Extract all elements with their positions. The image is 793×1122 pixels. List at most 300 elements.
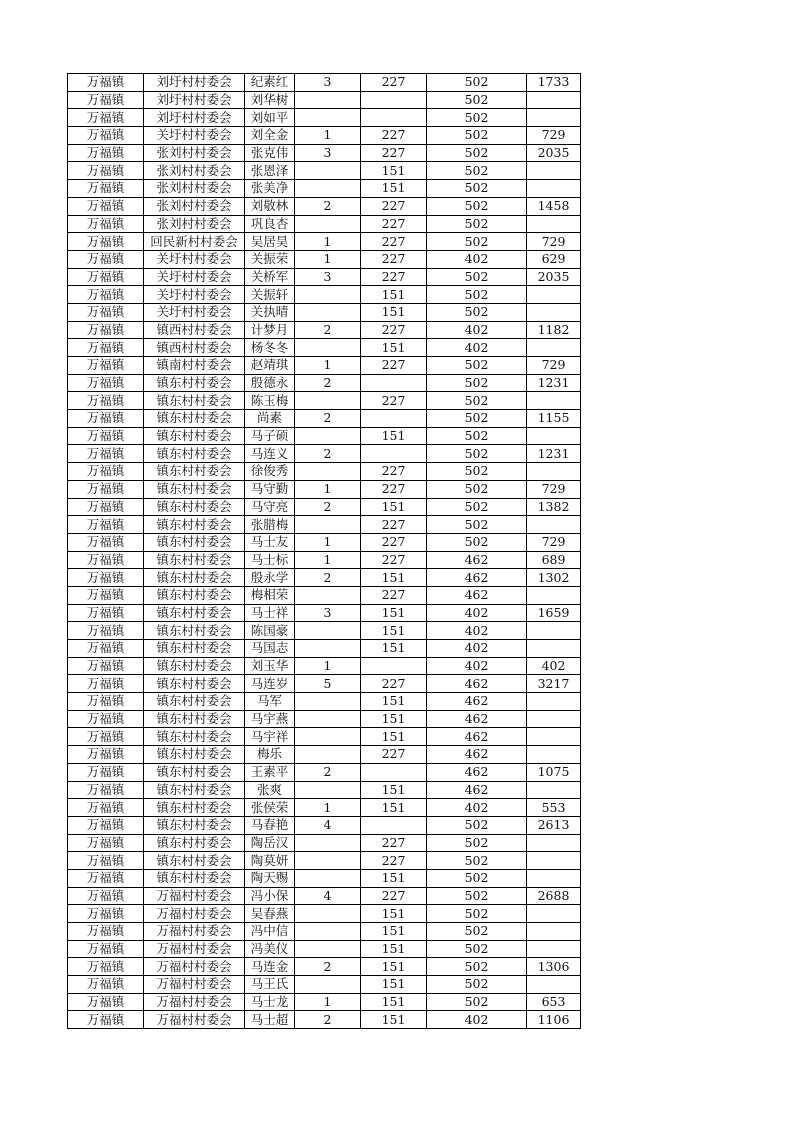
table-row bbox=[68, 551, 581, 569]
town-cell: 万福镇 bbox=[68, 869, 144, 887]
total-cell: 2613 bbox=[527, 816, 581, 834]
count-cell bbox=[295, 940, 361, 958]
total-cell bbox=[527, 463, 581, 481]
count-cell bbox=[295, 869, 361, 887]
amount-a-cell: 151 bbox=[361, 498, 427, 516]
amount-a-cell: 227 bbox=[361, 480, 427, 498]
amount-b-cell: 502 bbox=[427, 905, 527, 923]
amount-b-cell: 502 bbox=[427, 463, 527, 481]
count-cell: 3 bbox=[295, 74, 361, 92]
count-cell: 5 bbox=[295, 675, 361, 693]
name-cell: 马士超 bbox=[245, 1011, 295, 1029]
count-cell: 1 bbox=[295, 799, 361, 817]
total-cell: 1182 bbox=[527, 321, 581, 339]
amount-a-cell bbox=[361, 657, 427, 675]
amount-b-cell: 502 bbox=[427, 923, 527, 941]
total-cell bbox=[527, 392, 581, 410]
table-row bbox=[68, 728, 581, 746]
total-cell: 1458 bbox=[527, 197, 581, 215]
amount-b-cell: 502 bbox=[427, 410, 527, 428]
table-row bbox=[68, 339, 581, 357]
amount-a-cell: 227 bbox=[361, 834, 427, 852]
total-cell: 2035 bbox=[527, 268, 581, 286]
amount-b-cell: 502 bbox=[427, 233, 527, 251]
amount-a-cell: 227 bbox=[361, 746, 427, 764]
total-cell bbox=[527, 905, 581, 923]
count-cell bbox=[295, 693, 361, 711]
village-cell: 关圩村村委会 bbox=[144, 250, 245, 268]
table-row bbox=[68, 657, 581, 675]
name-cell: 张恩泽 bbox=[245, 162, 295, 180]
total-cell bbox=[527, 710, 581, 728]
count-cell bbox=[295, 109, 361, 127]
table-row bbox=[68, 675, 581, 693]
town-cell: 万福镇 bbox=[68, 268, 144, 286]
name-cell: 马春艳 bbox=[245, 816, 295, 834]
village-cell: 万福村村委会 bbox=[144, 958, 245, 976]
amount-a-cell: 227 bbox=[361, 144, 427, 162]
amount-b-cell: 402 bbox=[427, 799, 527, 817]
count-cell: 1 bbox=[295, 657, 361, 675]
amount-a-cell: 151 bbox=[361, 799, 427, 817]
village-cell: 张刘村村委会 bbox=[144, 180, 245, 198]
total-cell bbox=[527, 215, 581, 233]
village-cell: 张刘村村委会 bbox=[144, 197, 245, 215]
amount-b-cell: 502 bbox=[427, 516, 527, 534]
amount-a-cell bbox=[361, 763, 427, 781]
amount-a-cell: 227 bbox=[361, 852, 427, 870]
total-cell bbox=[527, 834, 581, 852]
village-cell: 镇东村村委会 bbox=[144, 799, 245, 817]
amount-a-cell: 227 bbox=[361, 586, 427, 604]
total-cell bbox=[527, 746, 581, 764]
amount-b-cell: 502 bbox=[427, 940, 527, 958]
amount-a-cell: 151 bbox=[361, 604, 427, 622]
village-cell: 镇东村村委会 bbox=[144, 622, 245, 640]
town-cell: 万福镇 bbox=[68, 339, 144, 357]
town-cell: 万福镇 bbox=[68, 710, 144, 728]
name-cell: 刘全金 bbox=[245, 127, 295, 145]
total-cell bbox=[527, 869, 581, 887]
village-cell: 镇东村村委会 bbox=[144, 586, 245, 604]
amount-b-cell: 402 bbox=[427, 640, 527, 658]
name-cell: 马士龙 bbox=[245, 993, 295, 1011]
amount-b-cell: 502 bbox=[427, 533, 527, 551]
name-cell: 马士祥 bbox=[245, 604, 295, 622]
amount-a-cell: 227 bbox=[361, 233, 427, 251]
amount-a-cell: 227 bbox=[361, 127, 427, 145]
amount-b-cell: 502 bbox=[427, 286, 527, 304]
amount-b-cell: 502 bbox=[427, 958, 527, 976]
count-cell bbox=[295, 162, 361, 180]
amount-a-cell: 227 bbox=[361, 463, 427, 481]
village-cell: 张刘村村委会 bbox=[144, 162, 245, 180]
town-cell: 万福镇 bbox=[68, 91, 144, 109]
count-cell bbox=[295, 905, 361, 923]
table-row bbox=[68, 533, 581, 551]
village-cell: 镇东村村委会 bbox=[144, 445, 245, 463]
amount-b-cell: 462 bbox=[427, 693, 527, 711]
name-cell: 梅乐 bbox=[245, 746, 295, 764]
name-cell: 杨冬冬 bbox=[245, 339, 295, 357]
amount-a-cell: 227 bbox=[361, 392, 427, 410]
amount-a-cell: 151 bbox=[361, 569, 427, 587]
table-row bbox=[68, 693, 581, 711]
name-cell: 冯中信 bbox=[245, 923, 295, 941]
amount-a-cell: 151 bbox=[361, 940, 427, 958]
town-cell: 万福镇 bbox=[68, 551, 144, 569]
village-cell: 镇西村村委会 bbox=[144, 321, 245, 339]
amount-b-cell: 402 bbox=[427, 657, 527, 675]
count-cell bbox=[295, 746, 361, 764]
table-row bbox=[68, 392, 581, 410]
town-cell: 万福镇 bbox=[68, 746, 144, 764]
amount-b-cell: 462 bbox=[427, 586, 527, 604]
town-cell: 万福镇 bbox=[68, 693, 144, 711]
amount-a-cell: 227 bbox=[361, 675, 427, 693]
count-cell: 1 bbox=[295, 357, 361, 375]
count-cell bbox=[295, 463, 361, 481]
name-cell: 陶莫妍 bbox=[245, 852, 295, 870]
amount-b-cell: 502 bbox=[427, 162, 527, 180]
count-cell bbox=[295, 976, 361, 994]
count-cell bbox=[295, 392, 361, 410]
name-cell: 刘华树 bbox=[245, 91, 295, 109]
village-cell: 镇东村村委会 bbox=[144, 834, 245, 852]
village-cell: 镇东村村委会 bbox=[144, 516, 245, 534]
name-cell: 徐俊秀 bbox=[245, 463, 295, 481]
name-cell: 马士标 bbox=[245, 551, 295, 569]
village-cell: 镇东村村委会 bbox=[144, 392, 245, 410]
total-cell: 1231 bbox=[527, 445, 581, 463]
name-cell: 马连义 bbox=[245, 445, 295, 463]
amount-a-cell: 227 bbox=[361, 357, 427, 375]
amount-a-cell bbox=[361, 374, 427, 392]
amount-b-cell: 502 bbox=[427, 976, 527, 994]
total-cell: 729 bbox=[527, 480, 581, 498]
amount-a-cell: 151 bbox=[361, 905, 427, 923]
town-cell: 万福镇 bbox=[68, 887, 144, 905]
table-row bbox=[68, 197, 581, 215]
village-cell: 关圩村村委会 bbox=[144, 268, 245, 286]
village-cell: 镇东村村委会 bbox=[144, 604, 245, 622]
name-cell: 张腊梅 bbox=[245, 516, 295, 534]
amount-a-cell: 227 bbox=[361, 74, 427, 92]
village-cell: 镇东村村委会 bbox=[144, 427, 245, 445]
name-cell: 马国志 bbox=[245, 640, 295, 658]
amount-b-cell: 502 bbox=[427, 357, 527, 375]
amount-b-cell: 502 bbox=[427, 268, 527, 286]
table-row bbox=[68, 516, 581, 534]
total-cell: 729 bbox=[527, 233, 581, 251]
name-cell: 马士友 bbox=[245, 533, 295, 551]
amount-a-cell bbox=[361, 410, 427, 428]
amount-a-cell: 151 bbox=[361, 728, 427, 746]
total-cell bbox=[527, 586, 581, 604]
town-cell: 万福镇 bbox=[68, 480, 144, 498]
count-cell: 3 bbox=[295, 144, 361, 162]
total-cell: 2035 bbox=[527, 144, 581, 162]
town-cell: 万福镇 bbox=[68, 533, 144, 551]
count-cell: 1 bbox=[295, 250, 361, 268]
amount-a-cell: 151 bbox=[361, 869, 427, 887]
count-cell: 2 bbox=[295, 197, 361, 215]
village-cell: 关圩村村委会 bbox=[144, 286, 245, 304]
table-row bbox=[68, 746, 581, 764]
amount-b-cell: 502 bbox=[427, 392, 527, 410]
total-cell: 1155 bbox=[527, 410, 581, 428]
name-cell: 王素平 bbox=[245, 763, 295, 781]
count-cell: 1 bbox=[295, 233, 361, 251]
town-cell: 万福镇 bbox=[68, 445, 144, 463]
table-row bbox=[68, 640, 581, 658]
village-cell: 镇东村村委会 bbox=[144, 498, 245, 516]
town-cell: 万福镇 bbox=[68, 286, 144, 304]
count-cell bbox=[295, 640, 361, 658]
name-cell: 张爽 bbox=[245, 781, 295, 799]
village-cell: 镇东村村委会 bbox=[144, 869, 245, 887]
town-cell: 万福镇 bbox=[68, 197, 144, 215]
name-cell: 吴居昊 bbox=[245, 233, 295, 251]
amount-b-cell: 502 bbox=[427, 498, 527, 516]
name-cell: 张美净 bbox=[245, 180, 295, 198]
table-row bbox=[68, 905, 581, 923]
table-row bbox=[68, 127, 581, 145]
amount-b-cell: 502 bbox=[427, 816, 527, 834]
table-body bbox=[68, 74, 581, 1029]
name-cell: 张克伟 bbox=[245, 144, 295, 162]
village-cell: 张刘村村委会 bbox=[144, 215, 245, 233]
town-cell: 万福镇 bbox=[68, 392, 144, 410]
table-row bbox=[68, 109, 581, 127]
name-cell: 马连金 bbox=[245, 958, 295, 976]
village-cell: 镇东村村委会 bbox=[144, 569, 245, 587]
table-row bbox=[68, 374, 581, 392]
village-cell: 镇东村村委会 bbox=[144, 693, 245, 711]
amount-b-cell: 502 bbox=[427, 74, 527, 92]
count-cell: 2 bbox=[295, 410, 361, 428]
name-cell: 陈玉梅 bbox=[245, 392, 295, 410]
amount-a-cell: 151 bbox=[361, 958, 427, 976]
table-row bbox=[68, 321, 581, 339]
amount-b-cell: 502 bbox=[427, 144, 527, 162]
count-cell: 1 bbox=[295, 480, 361, 498]
amount-b-cell: 502 bbox=[427, 427, 527, 445]
name-cell: 马连岁 bbox=[245, 675, 295, 693]
total-cell bbox=[527, 728, 581, 746]
amount-a-cell: 227 bbox=[361, 551, 427, 569]
name-cell: 冯美仪 bbox=[245, 940, 295, 958]
amount-a-cell: 151 bbox=[361, 993, 427, 1011]
amount-a-cell: 227 bbox=[361, 321, 427, 339]
name-cell: 梅相荣 bbox=[245, 586, 295, 604]
count-cell bbox=[295, 215, 361, 233]
village-cell: 镇东村村委会 bbox=[144, 746, 245, 764]
village-cell: 镇东村村委会 bbox=[144, 657, 245, 675]
total-cell bbox=[527, 693, 581, 711]
total-cell bbox=[527, 640, 581, 658]
village-cell: 镇东村村委会 bbox=[144, 675, 245, 693]
total-cell: 1075 bbox=[527, 763, 581, 781]
name-cell: 赵靖琪 bbox=[245, 357, 295, 375]
amount-b-cell: 402 bbox=[427, 622, 527, 640]
name-cell: 刘玉华 bbox=[245, 657, 295, 675]
count-cell: 1 bbox=[295, 533, 361, 551]
total-cell bbox=[527, 427, 581, 445]
count-cell: 4 bbox=[295, 816, 361, 834]
amount-b-cell: 502 bbox=[427, 445, 527, 463]
town-cell: 万福镇 bbox=[68, 498, 144, 516]
table-row bbox=[68, 1011, 581, 1029]
total-cell: 729 bbox=[527, 357, 581, 375]
town-cell: 万福镇 bbox=[68, 976, 144, 994]
total-cell bbox=[527, 286, 581, 304]
table-row bbox=[68, 586, 581, 604]
town-cell: 万福镇 bbox=[68, 410, 144, 428]
town-cell: 万福镇 bbox=[68, 427, 144, 445]
data-table bbox=[67, 73, 581, 1029]
table-row bbox=[68, 763, 581, 781]
amount-b-cell: 462 bbox=[427, 675, 527, 693]
count-cell bbox=[295, 303, 361, 321]
amount-b-cell: 402 bbox=[427, 321, 527, 339]
total-cell bbox=[527, 852, 581, 870]
village-cell: 万福村村委会 bbox=[144, 993, 245, 1011]
total-cell: 1733 bbox=[527, 74, 581, 92]
table-row bbox=[68, 215, 581, 233]
amount-b-cell: 462 bbox=[427, 569, 527, 587]
town-cell: 万福镇 bbox=[68, 657, 144, 675]
count-cell: 2 bbox=[295, 569, 361, 587]
name-cell: 马宇燕 bbox=[245, 710, 295, 728]
amount-b-cell: 402 bbox=[427, 604, 527, 622]
amount-a-cell bbox=[361, 445, 427, 463]
name-cell: 马王氏 bbox=[245, 976, 295, 994]
table-row bbox=[68, 357, 581, 375]
amount-a-cell bbox=[361, 816, 427, 834]
count-cell bbox=[295, 923, 361, 941]
amount-a-cell: 151 bbox=[361, 286, 427, 304]
name-cell: 关振轩 bbox=[245, 286, 295, 304]
town-cell: 万福镇 bbox=[68, 74, 144, 92]
table-row bbox=[68, 976, 581, 994]
name-cell: 关执晴 bbox=[245, 303, 295, 321]
town-cell: 万福镇 bbox=[68, 675, 144, 693]
table-row bbox=[68, 622, 581, 640]
count-cell: 1 bbox=[295, 551, 361, 569]
town-cell: 万福镇 bbox=[68, 622, 144, 640]
table-row bbox=[68, 604, 581, 622]
town-cell: 万福镇 bbox=[68, 463, 144, 481]
table-row bbox=[68, 923, 581, 941]
town-cell: 万福镇 bbox=[68, 303, 144, 321]
count-cell bbox=[295, 586, 361, 604]
name-cell: 刘敬林 bbox=[245, 197, 295, 215]
village-cell: 镇东村村委会 bbox=[144, 640, 245, 658]
table-row bbox=[68, 781, 581, 799]
amount-a-cell: 151 bbox=[361, 303, 427, 321]
name-cell: 殷德永 bbox=[245, 374, 295, 392]
amount-b-cell: 502 bbox=[427, 993, 527, 1011]
town-cell: 万福镇 bbox=[68, 144, 144, 162]
total-cell: 689 bbox=[527, 551, 581, 569]
amount-a-cell: 151 bbox=[361, 781, 427, 799]
count-cell bbox=[295, 180, 361, 198]
count-cell: 2 bbox=[295, 321, 361, 339]
amount-a-cell bbox=[361, 91, 427, 109]
amount-b-cell: 502 bbox=[427, 480, 527, 498]
village-cell: 镇南村村委会 bbox=[144, 357, 245, 375]
amount-b-cell: 502 bbox=[427, 834, 527, 852]
name-cell: 巩良杏 bbox=[245, 215, 295, 233]
count-cell: 3 bbox=[295, 604, 361, 622]
town-cell: 万福镇 bbox=[68, 180, 144, 198]
name-cell: 关桥军 bbox=[245, 268, 295, 286]
table-row bbox=[68, 940, 581, 958]
table-row bbox=[68, 869, 581, 887]
table-row bbox=[68, 569, 581, 587]
village-cell: 万福村村委会 bbox=[144, 923, 245, 941]
total-cell bbox=[527, 516, 581, 534]
total-cell: 1302 bbox=[527, 569, 581, 587]
amount-b-cell: 462 bbox=[427, 781, 527, 799]
total-cell bbox=[527, 180, 581, 198]
amount-a-cell: 151 bbox=[361, 1011, 427, 1029]
count-cell: 2 bbox=[295, 445, 361, 463]
town-cell: 万福镇 bbox=[68, 1011, 144, 1029]
name-cell: 计梦月 bbox=[245, 321, 295, 339]
count-cell: 1 bbox=[295, 127, 361, 145]
amount-a-cell: 227 bbox=[361, 887, 427, 905]
amount-b-cell: 462 bbox=[427, 728, 527, 746]
table-row bbox=[68, 710, 581, 728]
amount-b-cell: 402 bbox=[427, 250, 527, 268]
table-row bbox=[68, 250, 581, 268]
town-cell: 万福镇 bbox=[68, 586, 144, 604]
name-cell: 尚素 bbox=[245, 410, 295, 428]
count-cell bbox=[295, 852, 361, 870]
total-cell: 729 bbox=[527, 127, 581, 145]
table-row bbox=[68, 427, 581, 445]
count-cell bbox=[295, 516, 361, 534]
name-cell: 马军 bbox=[245, 693, 295, 711]
town-cell: 万福镇 bbox=[68, 852, 144, 870]
village-cell: 镇东村村委会 bbox=[144, 480, 245, 498]
village-cell: 镇东村村委会 bbox=[144, 781, 245, 799]
village-cell: 镇东村村委会 bbox=[144, 710, 245, 728]
amount-b-cell: 462 bbox=[427, 551, 527, 569]
count-cell: 2 bbox=[295, 763, 361, 781]
amount-a-cell: 151 bbox=[361, 180, 427, 198]
village-cell: 刘圩村村委会 bbox=[144, 74, 245, 92]
count-cell: 2 bbox=[295, 374, 361, 392]
name-cell: 马守亮 bbox=[245, 498, 295, 516]
count-cell: 2 bbox=[295, 1011, 361, 1029]
total-cell: 653 bbox=[527, 993, 581, 1011]
total-cell: 553 bbox=[527, 799, 581, 817]
count-cell bbox=[295, 427, 361, 445]
village-cell: 镇东村村委会 bbox=[144, 533, 245, 551]
town-cell: 万福镇 bbox=[68, 604, 144, 622]
amount-b-cell: 402 bbox=[427, 339, 527, 357]
amount-b-cell: 502 bbox=[427, 887, 527, 905]
town-cell: 万福镇 bbox=[68, 781, 144, 799]
name-cell: 冯小保 bbox=[245, 887, 295, 905]
amount-b-cell: 502 bbox=[427, 852, 527, 870]
name-cell: 陈国豪 bbox=[245, 622, 295, 640]
name-cell: 陶天赐 bbox=[245, 869, 295, 887]
amount-b-cell: 502 bbox=[427, 197, 527, 215]
